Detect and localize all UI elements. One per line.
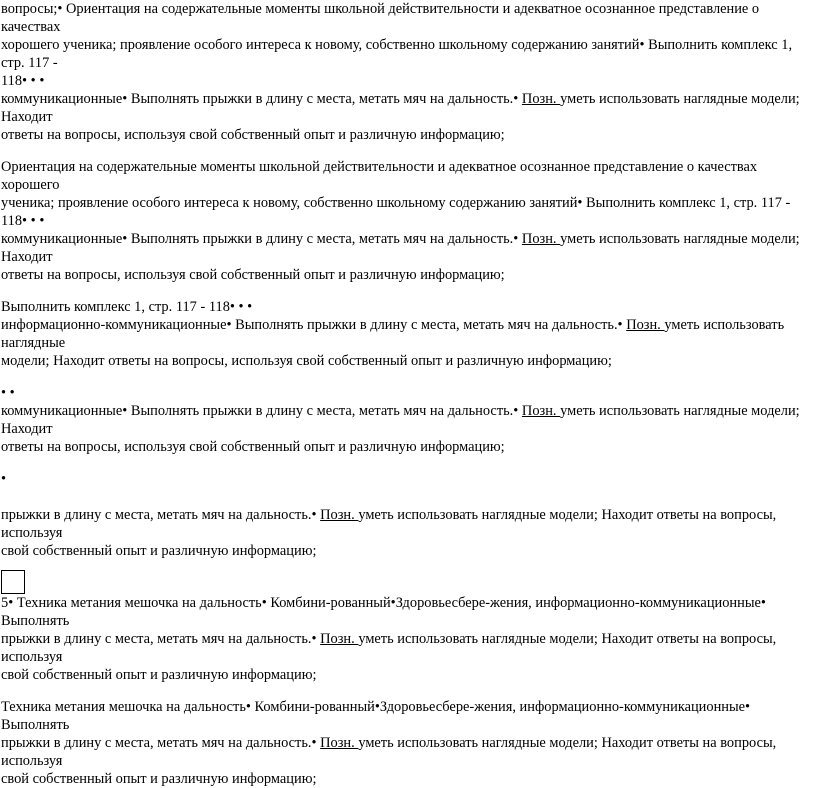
text-line: свой собственный опыт и различную информацию; <box>1 667 317 683</box>
text-line <box>0 90 812 126</box>
text-run: прыжки в длину с места, метать мяч на дальность.• <box>1 735 321 751</box>
text-run: уметь использовать наглядные модели; Находит ответы на вопросы, используя <box>1 507 777 541</box>
block-2 <box>0 158 812 284</box>
text-line <box>0 506 812 542</box>
underlined-abbrev: Позн. <box>320 631 359 647</box>
underlined-abbrev: Позн. <box>320 507 359 523</box>
text-run: уметь использовать наглядные модели; Находит <box>1 91 800 125</box>
text-line <box>0 230 812 266</box>
underlined-abbrev: Позн. <box>521 231 561 247</box>
text-run: информационно-коммуникационные• Выполнять прыжки в длину с места, метать мяч на дальность.• <box>1 317 627 333</box>
text-line: ученика; проявление особого интереса к новому, собственно школьному содержанию занятий• Выполнить комплекс 1, стр. 117 - <box>1 195 791 211</box>
text-line: хорошего ученика; проявление особого интереса к новому, собственно школьному содержанию занятий• Выполнить комплекс 1, стр. 117 - <box>1 37 793 71</box>
text-run: коммуникационные• Выполнять прыжки в длину с места, метать мяч на дальность.• <box>1 403 522 419</box>
text-run: уметь использовать наглядные модели; Находит ответы на вопросы, используя <box>1 735 777 769</box>
text-line: вопросы;• Ориентация на содержательные моменты школьной действительности и адекватное осознанное представление о качествах <box>1 1 760 35</box>
text-line: 5• Техника метания мешочка на дальность• Комбини-рованный•Здоровьесбере-жения, информационно-коммуникационные• Выполнять <box>1 595 766 629</box>
block-5 <box>0 470 812 560</box>
text-run: прыжки в длину с места, метать мяч на дальность.• <box>1 507 321 523</box>
underlined-abbrev: Позн. <box>626 317 665 333</box>
text-line: • <box>1 471 7 487</box>
text-run: прыжки в длину с места, метать мяч на дальность.• <box>1 631 321 647</box>
text-line <box>0 734 812 770</box>
text-run: уметь использовать наглядные модели; Находит <box>1 231 800 265</box>
underlined-abbrev: Позн. <box>521 403 561 419</box>
text-line: Ориентация на содержательные моменты школьной действительности и адекватное осознанное представление о качествах хорошего <box>1 159 758 193</box>
text-line: 118• • • <box>1 73 45 89</box>
text-run: уметь использовать наглядные модели; Находит <box>1 403 800 437</box>
text-line <box>0 630 812 666</box>
text-line: свой собственный опыт и различную информацию; <box>1 771 317 787</box>
block-4 <box>0 384 812 456</box>
text-run: уметь использовать наглядные <box>1 317 785 351</box>
text-line: модели; Находит ответы на вопросы, используя свой собственный опыт и различную информацию; <box>1 353 612 369</box>
text-line: Выполнить комплекс 1, стр. 117 - 118• • • <box>1 299 253 315</box>
text-line: свой собственный опыт и различную информацию; <box>1 543 317 559</box>
text-line: ответы на вопросы, используя свой собственный опыт и различную информацию; <box>1 267 505 283</box>
text-line <box>0 316 812 352</box>
text-line: 118• • • <box>1 213 45 229</box>
text-run: уметь использовать наглядные модели; Находит ответы на вопросы, используя <box>1 631 777 665</box>
text-run: коммуникационные• Выполнять прыжки в длину с места, метать мяч на дальность.• <box>1 91 522 107</box>
underlined-abbrev: Позн. <box>521 91 561 107</box>
underlined-abbrev: Позн. <box>320 735 359 751</box>
block-7 <box>0 698 812 788</box>
text-line: ответы на вопросы, используя свой собственный опыт и различную информацию; <box>1 127 505 143</box>
block-3 <box>0 298 812 370</box>
text-line: Техника метания мешочка на дальность• Комбини-рованный•Здоровьесбере-жения, информационно-коммуникационные• Выполнять <box>1 699 751 733</box>
text-line: • • <box>1 385 15 401</box>
block-1 <box>0 0 812 144</box>
text-line <box>0 402 812 438</box>
text-line: ответы на вопросы, используя свой собственный опыт и различную информацию; <box>1 439 505 455</box>
block-6 <box>0 594 812 684</box>
empty-table-cell <box>1 570 25 594</box>
text-run: коммуникационные• Выполнять прыжки в длину с места, метать мяч на дальность.• <box>1 231 522 247</box>
